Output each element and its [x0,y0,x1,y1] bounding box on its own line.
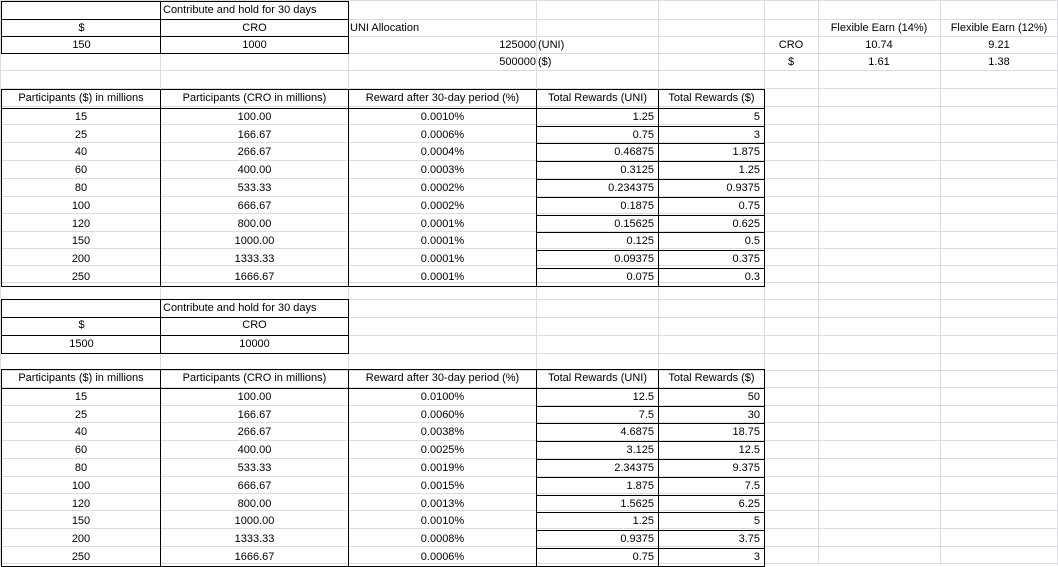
t1-cell-reward-pct[interactable]: 0.0001% [420,253,465,266]
t1-cell-total-uni[interactable]: 0.125 [626,235,654,248]
usd-value[interactable]: 150 [72,39,91,51]
t2-cell-reward-pct[interactable]: 0.0015% [420,479,465,492]
t1-table-col-divider [160,89,161,287]
usd-header[interactable]: $ [78,22,85,34]
t2-table-col-divider [536,369,537,567]
gridline-h-17 [0,299,1058,300]
t2-table-row-divider [537,495,765,496]
t1-table-row-divider [537,197,765,198]
t1-cell-total-uni[interactable]: 0.15625 [614,217,654,230]
t2-cell-participants-cro[interactable]: 1666.67 [234,551,275,563]
t1-cell-reward-pct[interactable]: 0.0003% [420,164,465,177]
t2-cell-total-usd[interactable]: 18.75 [732,426,760,439]
flex-cro-label[interactable]: CRO [778,39,804,51]
flex-earn-14-header[interactable]: Flexible Earn (14%) [830,22,928,34]
mid-input-box-line-h2 [1,335,349,336]
t1-cell-participants-usd[interactable]: 100 [71,199,91,212]
t2-table-row-divider [537,530,765,531]
t1-cell-participants-cro[interactable]: 800.00 [237,217,272,230]
t2-cell-participants-usd[interactable]: 100 [71,479,91,492]
t1-cell-total-usd[interactable]: 0.9375 [726,182,760,194]
t1-cell-total-uni[interactable]: 0.3125 [620,164,654,177]
t2-cell-participants-cro[interactable]: 400.00 [237,444,272,457]
t1-cell-participants-cro[interactable]: 266.67 [237,146,272,159]
t1-cell-participants-cro[interactable]: 166.67 [237,128,272,141]
flex-earn-12-header[interactable]: Flexible Earn (12%) [950,22,1048,34]
cro-header-2[interactable]: CRO [242,319,267,331]
t1-cell-participants-cro[interactable]: 533.33 [237,182,272,194]
t1-table-row-divider [537,232,765,233]
t2-cell-reward-pct[interactable]: 0.0008% [420,533,465,546]
t1-cell-total-uni[interactable]: 0.1875 [620,199,654,212]
t1-cell-total-usd[interactable]: 5 [753,110,760,123]
t1-table-row-divider [537,268,765,269]
t2-cell-total-uni[interactable]: 2.34375 [614,462,654,474]
t1-table-row-divider [537,179,765,180]
flex-usd-label[interactable]: $ [787,56,795,68]
t2-cell-participants-cro[interactable]: 800.00 [237,497,272,510]
gridline-v-7 [940,0,941,565]
t1-header-participants-cro[interactable]: Participants (CRO in millions) [182,92,327,104]
t2-table-row-divider [537,512,765,513]
t1-cell-reward-pct[interactable]: 0.0001% [420,271,465,283]
t2-cell-participants-usd[interactable]: 60 [74,444,88,457]
t2-cell-total-uni[interactable]: 7.5 [638,408,654,421]
t1-table-row-divider [537,286,765,287]
t1-table-row-divider [537,215,765,216]
t2-cell-total-usd[interactable]: 9.375 [732,462,760,474]
t1-cell-participants-usd[interactable]: 200 [71,253,91,266]
t2-cell-participants-usd[interactable]: 150 [71,515,91,528]
t1-cell-total-usd[interactable]: 0.75 [738,199,760,212]
t2-cell-participants-usd[interactable]: 80 [74,462,88,474]
t2-header-reward-pct[interactable]: Reward after 30-day period (%) [365,372,520,384]
t1-cell-total-usd[interactable]: 3 [753,128,760,141]
top-input-box-line-h2 [1,36,349,37]
t2-cell-participants-cro[interactable]: 166.67 [237,408,272,421]
t1-cell-total-usd[interactable]: 0.375 [732,253,760,266]
t1-table-col-divider [658,89,659,287]
t2-header-participants-usd[interactable]: Participants ($) in millions [18,372,144,384]
t2-cell-participants-usd[interactable]: 250 [71,551,91,563]
t1-cell-participants-cro[interactable]: 1333.33 [234,253,275,266]
t2-cell-total-uni[interactable]: 3.125 [626,444,654,457]
t1-cell-total-usd[interactable]: 0.3 [744,271,760,283]
mid-input-box-line-h1 [1,317,349,318]
t2-cell-reward-pct[interactable]: 0.0006% [420,551,465,563]
gridline-h-20 [0,353,1058,354]
t2-cell-reward-pct[interactable]: 0.0010% [420,515,465,528]
t2-cell-participants-usd[interactable]: 15 [74,390,88,403]
t2-cell-participants-cro[interactable]: 666.67 [237,479,272,492]
t1-cell-participants-usd[interactable]: 60 [74,164,88,177]
t1-cell-participants-cro[interactable]: 1000.00 [234,235,275,248]
t1-cell-participants-usd[interactable]: 250 [71,271,91,283]
t2-cell-total-usd[interactable]: 50 [747,390,760,403]
t2-cell-total-usd[interactable]: 12.5 [738,444,760,457]
t1-cell-total-uni[interactable]: 0.09375 [614,253,654,266]
t1-cell-total-uni[interactable]: 0.75 [632,128,654,141]
t1-cell-reward-pct[interactable]: 0.0001% [420,235,465,248]
t2-header-participants-cro[interactable]: Participants (CRO in millions) [182,372,327,384]
t2-table-row-divider [537,423,765,424]
t1-table-header-divider [1,108,765,109]
t1-header-total-usd[interactable]: Total Rewards ($) [668,92,755,104]
t2-table-row-divider [537,548,765,549]
t2-cell-total-usd[interactable]: 3 [753,551,760,563]
cro-header[interactable]: CRO [242,22,267,34]
t1-header-total-uni[interactable]: Total Rewards (UNI) [547,92,648,104]
t1-cell-reward-pct[interactable]: 0.0002% [420,199,465,212]
t1-cell-total-uni[interactable]: 0.46875 [614,146,654,159]
t1-table-col-divider [348,89,349,287]
t2-cell-reward-pct[interactable]: 0.0019% [420,462,465,474]
t2-cell-participants-cro[interactable]: 533.33 [237,462,272,474]
t2-cell-total-uni[interactable]: 0.75 [632,551,654,563]
t1-cell-participants-usd[interactable]: 80 [74,182,88,194]
t1-table-row-divider [537,143,765,144]
t2-cell-total-uni[interactable]: 1.25 [632,515,654,528]
t2-table-row-divider [537,441,765,442]
flex-usd-14[interactable]: 1.61 [868,56,890,68]
usd-value-2[interactable]: 1500 [69,338,94,350]
t1-cell-reward-pct[interactable]: 0.0002% [420,182,465,194]
t1-cell-total-usd[interactable]: 0.5 [744,235,760,248]
t1-cell-total-uni[interactable]: 0.234375 [608,182,654,194]
t2-table-row-divider [537,459,765,460]
t2-cell-reward-pct[interactable]: 0.0100% [420,390,465,403]
t2-cell-participants-cro[interactable]: 1333.33 [234,533,275,546]
top-input-box-line-v [160,1,161,54]
t2-cell-participants-cro[interactable]: 266.67 [237,426,272,439]
t1-cell-total-uni[interactable]: 1.25 [632,110,654,123]
t2-header-total-uni[interactable]: Total Rewards (UNI) [547,372,648,384]
alloc-usd-value[interactable]: 500000 [499,56,536,68]
t1-cell-total-usd[interactable]: 0.625 [732,217,760,230]
top-input-box-line-h1 [1,19,349,20]
t2-table-row-divider [537,477,765,478]
t2-table-header-divider [1,388,765,389]
t2-table-col-divider [160,369,161,567]
alloc-usd-unit[interactable]: ($) [538,56,552,68]
t1-cell-participants-usd[interactable]: 150 [71,235,91,248]
t2-cell-total-uni[interactable]: 1.875 [626,479,654,492]
t2-cell-participants-usd[interactable]: 25 [74,408,88,421]
flex-usd-12[interactable]: 1.38 [988,56,1010,68]
t2-cell-reward-pct[interactable]: 0.0060% [420,408,465,421]
t1-table-row-divider [537,126,765,127]
t1-cell-participants-cro[interactable]: 400.00 [237,164,272,177]
t1-cell-total-uni[interactable]: 0.075 [626,271,654,283]
t2-cell-reward-pct[interactable]: 0.0038% [420,426,465,439]
t2-cell-reward-pct[interactable]: 0.0025% [420,444,465,457]
contribute-title-2[interactable]: Contribute and hold for 30 days [163,302,317,314]
alloc-uni-value[interactable]: 125000 [499,39,536,51]
usd-header-2[interactable]: $ [78,319,85,331]
t2-cell-total-uni[interactable]: 12.5 [632,390,654,403]
t1-cell-participants-usd[interactable]: 15 [74,110,88,123]
t1-cell-reward-pct[interactable]: 0.0001% [420,217,465,230]
t1-cell-total-usd[interactable]: 1.25 [738,164,760,177]
t2-cell-total-usd[interactable]: 5 [753,515,760,528]
t1-cell-reward-pct[interactable]: 0.0010% [420,110,465,123]
t1-cell-participants-usd[interactable]: 120 [71,217,91,230]
t2-cell-total-usd[interactable]: 30 [747,408,760,421]
t2-cell-participants-usd[interactable]: 120 [71,497,91,510]
t1-cell-total-usd[interactable]: 1.875 [732,146,760,159]
t1-cell-participants-usd[interactable]: 40 [74,146,88,159]
t1-cell-reward-pct[interactable]: 0.0006% [420,128,465,141]
t1-table-col-divider [536,89,537,287]
t2-table-col-divider [658,369,659,567]
t1-cell-participants-cro[interactable]: 666.67 [237,199,272,212]
t2-cell-total-uni[interactable]: 1.5625 [620,497,654,510]
t2-cell-total-usd[interactable]: 3.75 [738,533,760,546]
t2-table-col-divider [348,369,349,567]
t2-cell-participants-usd[interactable]: 200 [71,533,91,546]
t1-cell-participants-usd[interactable]: 25 [74,128,88,141]
gridline-v-0 [0,0,1,565]
flex-cro-12[interactable]: 9.21 [988,39,1010,51]
t2-cell-participants-cro[interactable]: 100.00 [237,390,272,403]
t1-table-row-divider [537,161,765,162]
cro-value-2[interactable]: 10000 [239,338,270,350]
t1-header-reward-pct[interactable]: Reward after 30-day period (%) [365,92,520,104]
t1-cell-reward-pct[interactable]: 0.0004% [420,146,465,159]
t2-table-row-divider [537,406,765,407]
t2-cell-total-usd[interactable]: 6.25 [738,497,760,510]
t2-cell-total-uni[interactable]: 0.9375 [620,533,654,546]
alloc-uni-unit[interactable]: (UNI) [538,39,565,51]
t1-cell-participants-cro[interactable]: 100.00 [237,110,272,123]
gridline-h-5 [0,88,1058,89]
t2-cell-participants-usd[interactable]: 40 [74,426,88,439]
mid-input-box-line-v [160,299,161,354]
gridline-v-5 [764,0,765,565]
gridline-h-0 [0,0,1058,1]
t1-header-participants-usd[interactable]: Participants ($) in millions [18,92,144,104]
contribute-title[interactable]: Contribute and hold for 30 days [163,4,317,16]
t2-cell-reward-pct[interactable]: 0.0013% [420,497,465,510]
t1-cell-participants-cro[interactable]: 1666.67 [234,271,275,283]
t1-table-row-divider [537,250,765,251]
t2-cell-participants-cro[interactable]: 1000.00 [234,515,275,528]
t2-header-total-usd[interactable]: Total Rewards ($) [668,372,755,384]
uni-allocation-label[interactable]: UNI Allocation [350,22,420,34]
cro-value[interactable]: 1000 [242,39,267,51]
t2-cell-total-usd[interactable]: 7.5 [744,479,760,492]
flex-cro-14[interactable]: 10.74 [865,39,893,51]
gridline-v-6 [818,0,819,565]
t2-cell-total-uni[interactable]: 4.6875 [620,426,654,439]
